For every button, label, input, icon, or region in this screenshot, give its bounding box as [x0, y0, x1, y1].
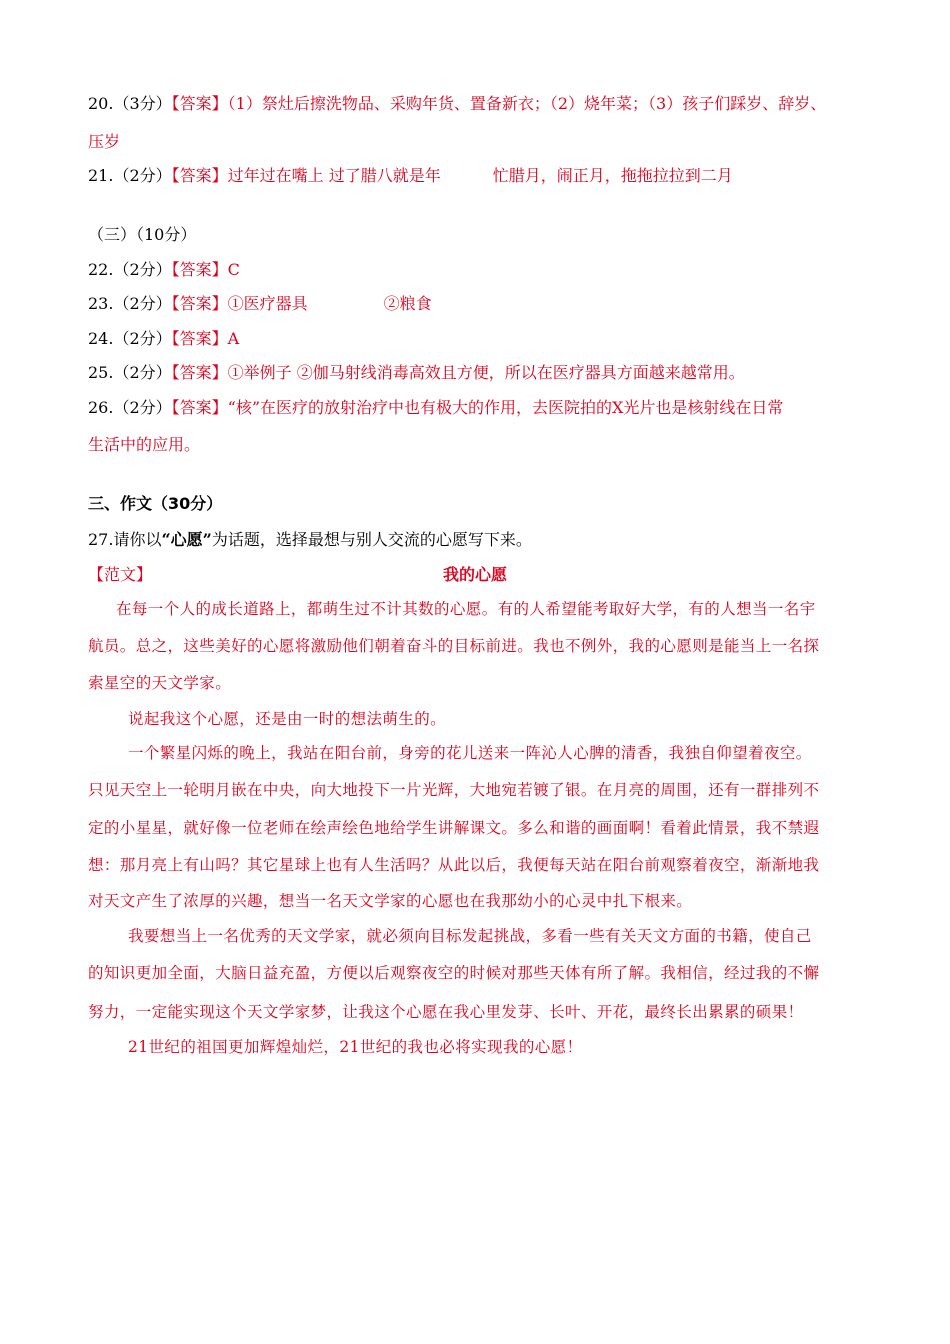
answer-tag: 【答案】 — [171, 398, 228, 417]
answer-text: A — [227, 329, 240, 348]
question-number: 20. — [88, 94, 114, 113]
answer-text: （1）祭灶后擦洗物品、采购年货、置备新衣；（2）烧年菜；（3）孩子们踩岁、辞岁、 — [227, 94, 827, 113]
question-score: （2分） — [113, 294, 172, 313]
composition-prompt — [88, 530, 532, 550]
question-number: 21. — [88, 166, 114, 185]
question-number: 23. — [88, 294, 114, 313]
answer-tag: 【答案】 — [171, 166, 228, 185]
answer-line-q25 — [88, 363, 745, 383]
essay-line: 想：那月亮上有山吗？其它星球上也有人生活吗？从此以后，我便每天站在阳台前观察着夜空，渐渐地我 — [88, 856, 820, 874]
composition-heading: 三、作文（30分） — [88, 494, 223, 513]
answer-line-q22 — [88, 260, 240, 280]
essay-line: 努力，一定能实现这个天文学家梦，让我这个心愿在我心里发芽、长叶、开花，最终长出累累的硕果！ — [88, 1003, 804, 1021]
essay-line: 索星空的天文学家。 — [88, 674, 232, 692]
essay-line: 在每一个人的成长道路上，都萌生过不计其数的心愿。有的人希望能考取好大学，有的人想当一名宇 — [116, 600, 816, 618]
answer-continuation-q26: 生活中的应用。 — [88, 435, 201, 454]
answer-line-q23 — [88, 294, 432, 314]
question-score: （2分） — [113, 329, 172, 348]
prompt-suffix: 为话题，选择最想与别人交流的心愿写下来。 — [211, 530, 532, 549]
question-score: （2分） — [113, 363, 172, 382]
answer-text: “核”在医疗的放射治疗中也有极大的作用，去医院拍的X光片也是核射线在日常 — [227, 398, 784, 417]
answer-text: ①医疗器具 — [227, 294, 308, 313]
essay-line: 的知识更加全面，大脑日益充盈，方便以后观察夜空的时候对那些天体有所了解。我相信，经过我的不懈 — [88, 964, 820, 982]
essay-line: 对天文产生了浓厚的兴趣，想当一名天文学家的心愿也在我那幼小的心灵中扎下根来。 — [88, 892, 693, 910]
question-number: 25. — [88, 363, 114, 382]
essay-line: 定的小星星，就好像一位老师在绘声绘色地给学生讲解课文。多么和谐的画面啊！看着此情景，我不禁遐 — [88, 819, 820, 837]
essay-line: 我要想当上一名优秀的天文学家，就必须向目标发起挑战，多看一些有关天文方面的书籍，使自己 — [128, 927, 812, 945]
answer-line-q21 — [88, 166, 733, 186]
question-score: （2分） — [113, 398, 172, 417]
answer-tag: 【答案】 — [171, 260, 228, 279]
question-number: 24. — [88, 329, 114, 348]
section-heading: （三）（10分） — [88, 225, 197, 244]
answer-text: C — [227, 260, 240, 279]
essay-line: 航员。总之，这些美好的心愿将激励他们朝着奋斗的目标前进。我也不例外，我的心愿则是能当上一名探 — [88, 637, 820, 655]
answer-tag: 【答案】 — [171, 294, 228, 313]
answer-tag: 【答案】 — [171, 363, 228, 382]
question-score: （2分） — [113, 260, 172, 279]
question-number: 22. — [88, 260, 114, 279]
answer-line-q24 — [88, 329, 239, 349]
question-score: （3分） — [113, 94, 172, 113]
prompt-prefix: 27.请你以 — [88, 530, 162, 549]
sample-essay-tag: 【范文】 — [88, 565, 153, 584]
answer-tag: 【答案】 — [171, 329, 228, 348]
answer-line-q26 — [88, 398, 783, 418]
answer-text-2: 忙腊月，闹正月，拖拖拉拉到二月 — [492, 166, 733, 185]
answer-text: 过年过在嘴上 过了腊八就是年 — [227, 166, 441, 185]
question-number: 26. — [88, 398, 114, 417]
essay-line: 说起我这个心愿，还是由一时的想法萌生的。 — [128, 710, 447, 728]
answer-text-2: ②粮食 — [383, 294, 432, 313]
answer-text: ①举例子 ②伽马射线消毒高效且方便，所以在医疗器具方面越来越常用。 — [227, 363, 745, 382]
question-score: （2分） — [113, 166, 172, 185]
essay-line: 只见天空上一轮明月嵌在中央，向大地投下一片光辉，大地宛若镀了银。在月亮的周围，还有一群排列不 — [88, 781, 820, 799]
essay-title: 我的心愿 — [442, 565, 507, 584]
essay-line: 21世纪的祖国更加辉煌灿烂，21世纪的我也必将实现我的心愿！ — [128, 1038, 583, 1056]
answer-continuation-q20: 压岁 — [88, 132, 121, 151]
answer-tag: 【答案】 — [171, 94, 228, 113]
essay-line: 一个繁星闪烁的晚上，我站在阳台前，身旁的花儿送来一阵沁人心脾的清香，我独自仰望着夜空。 — [128, 744, 812, 762]
answer-line-q20 — [88, 94, 826, 114]
prompt-topic: “心愿” — [161, 530, 212, 549]
